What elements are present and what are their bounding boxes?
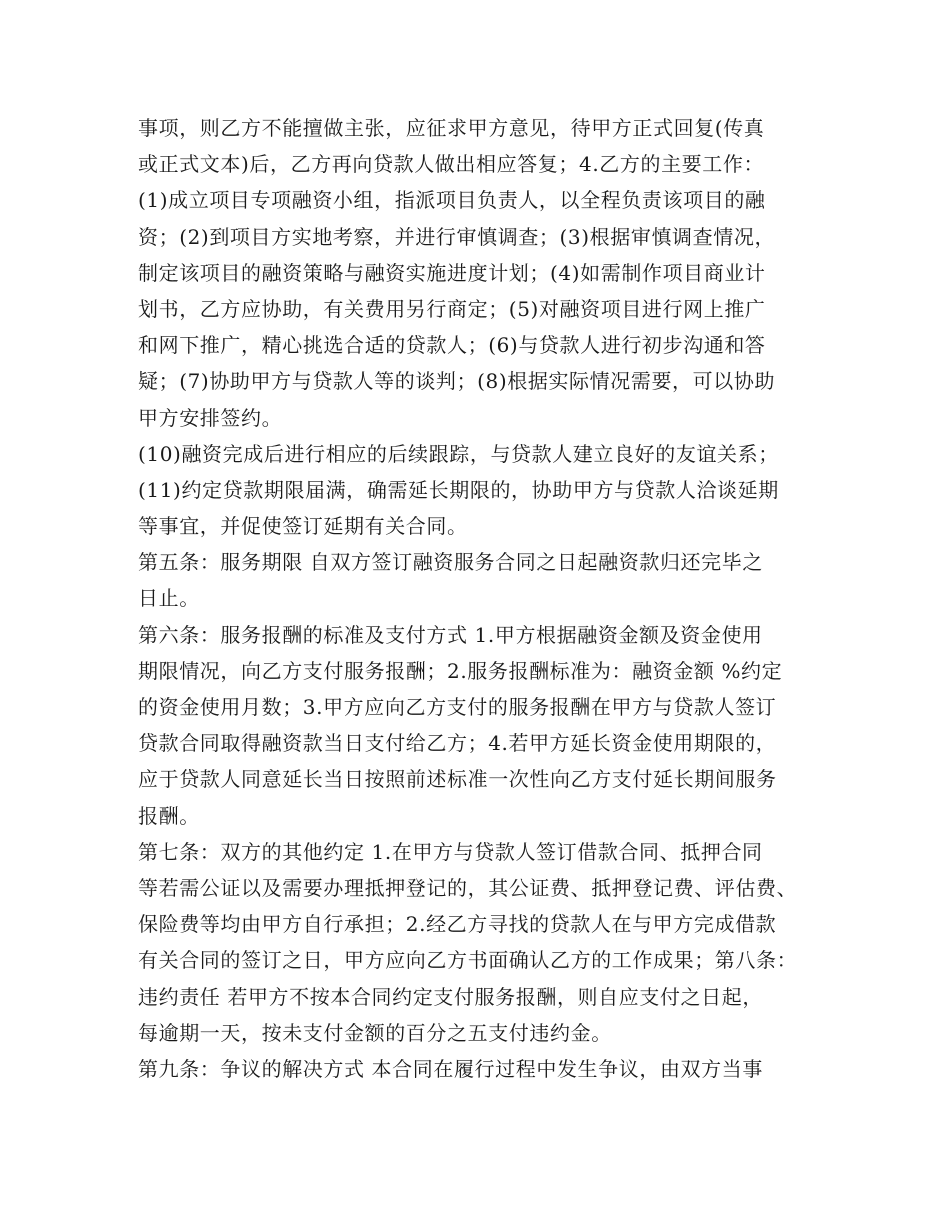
text-line: 的资金使用月数；3.甲方应向乙方支付的服务报酬在甲方与贷款人签订 [138,695,777,719]
text-line: 每逾期一天，按未支付金额的百分之五支付违约金。 [138,1020,612,1045]
text-line: 等事宜，并促使签订延期有关合同。 [138,514,468,539]
text-line: (11)约定贷款期限届满，确需延长期限的，协助甲方与贷款人洽谈延期 [138,477,779,502]
text-line: 资；(2)到项目方实地考察，并进行审慎调查；(3)根据审慎调查情况， [138,224,776,249]
text-line: 报酬。 [138,803,200,828]
text-line: 事项，则乙方不能擅做主张，应征求甲方意见，待甲方正式回复(传真 [138,116,765,140]
text-line: 有关合同的签订之日，甲方应向乙方书面确认乙方的工作成果；第八条： [138,948,798,973]
text-line: (1)成立项目专项融资小组，指派项目负责人，以全程负责该项目的融 [138,188,766,213]
section-6-heading-line: 第六条：服务报酬的标准及支付方式 1.甲方根据融资金额及资金使用 [138,622,763,647]
contract-body-text [138,110,828,1087]
text-line: 划书，乙方应协助，有关费用另行商定；(5)对融资项目进行网上推广 [138,296,766,321]
section-9-heading-line: 第九条：争议的解决方式 本合同在履行过程中发生争议，由双方当事 [138,1056,763,1081]
section-5-heading-line: 第五条：服务期限 自双方签订融资服务合同之日起融资款归还完毕之 [138,550,763,575]
text-line: 等若需公证以及需要办理抵押登记的，其公证费、抵押登记费、评估费、 [138,875,798,900]
text-line: 日止。 [138,586,200,611]
text-line: 甲方安排签约。 [138,405,283,430]
text-line: (10)融资完成后进行相应的后续跟踪，与贷款人建立良好的友谊关系； [138,441,779,466]
text-line: 保险费等均由甲方自行承担；2.经乙方寻找的贷款人在与甲方完成借款 [138,912,777,937]
text-line: 违约责任 若甲方不按本合同约定支付服务报酬，则自应支付之日起， [138,984,763,1009]
text-line: 应于贷款人同意延长当日按照前述标准一次性向乙方支付延长期间服务 [138,767,777,792]
text-line: 和网下推广，精心挑选合适的贷款人；(6)与贷款人进行初步沟通和答 [138,333,766,358]
text-line: 制定该项目的融资策略与融资实施进度计划；(4)如需制作项目商业计 [138,260,766,285]
text-line: 期限情况，向乙方支付服务报酬；2.服务报酬标准为：融资金额 %约定 [138,658,783,683]
section-7-heading-line: 第七条：双方的其他约定 1.在甲方与贷款人签订借款合同、抵押合同 [138,839,763,864]
text-line: 或正式文本)后，乙方再向贷款人做出相应答复；4.乙方的主要工作： [138,152,765,177]
text-line: 贷款合同取得融资款当日支付给乙方；4.若甲方延长资金使用期限的， [138,731,777,756]
text-line: 疑；(7)协助甲方与贷款人等的谈判；(8)根据实际情况需要，可以协助 [138,369,776,394]
